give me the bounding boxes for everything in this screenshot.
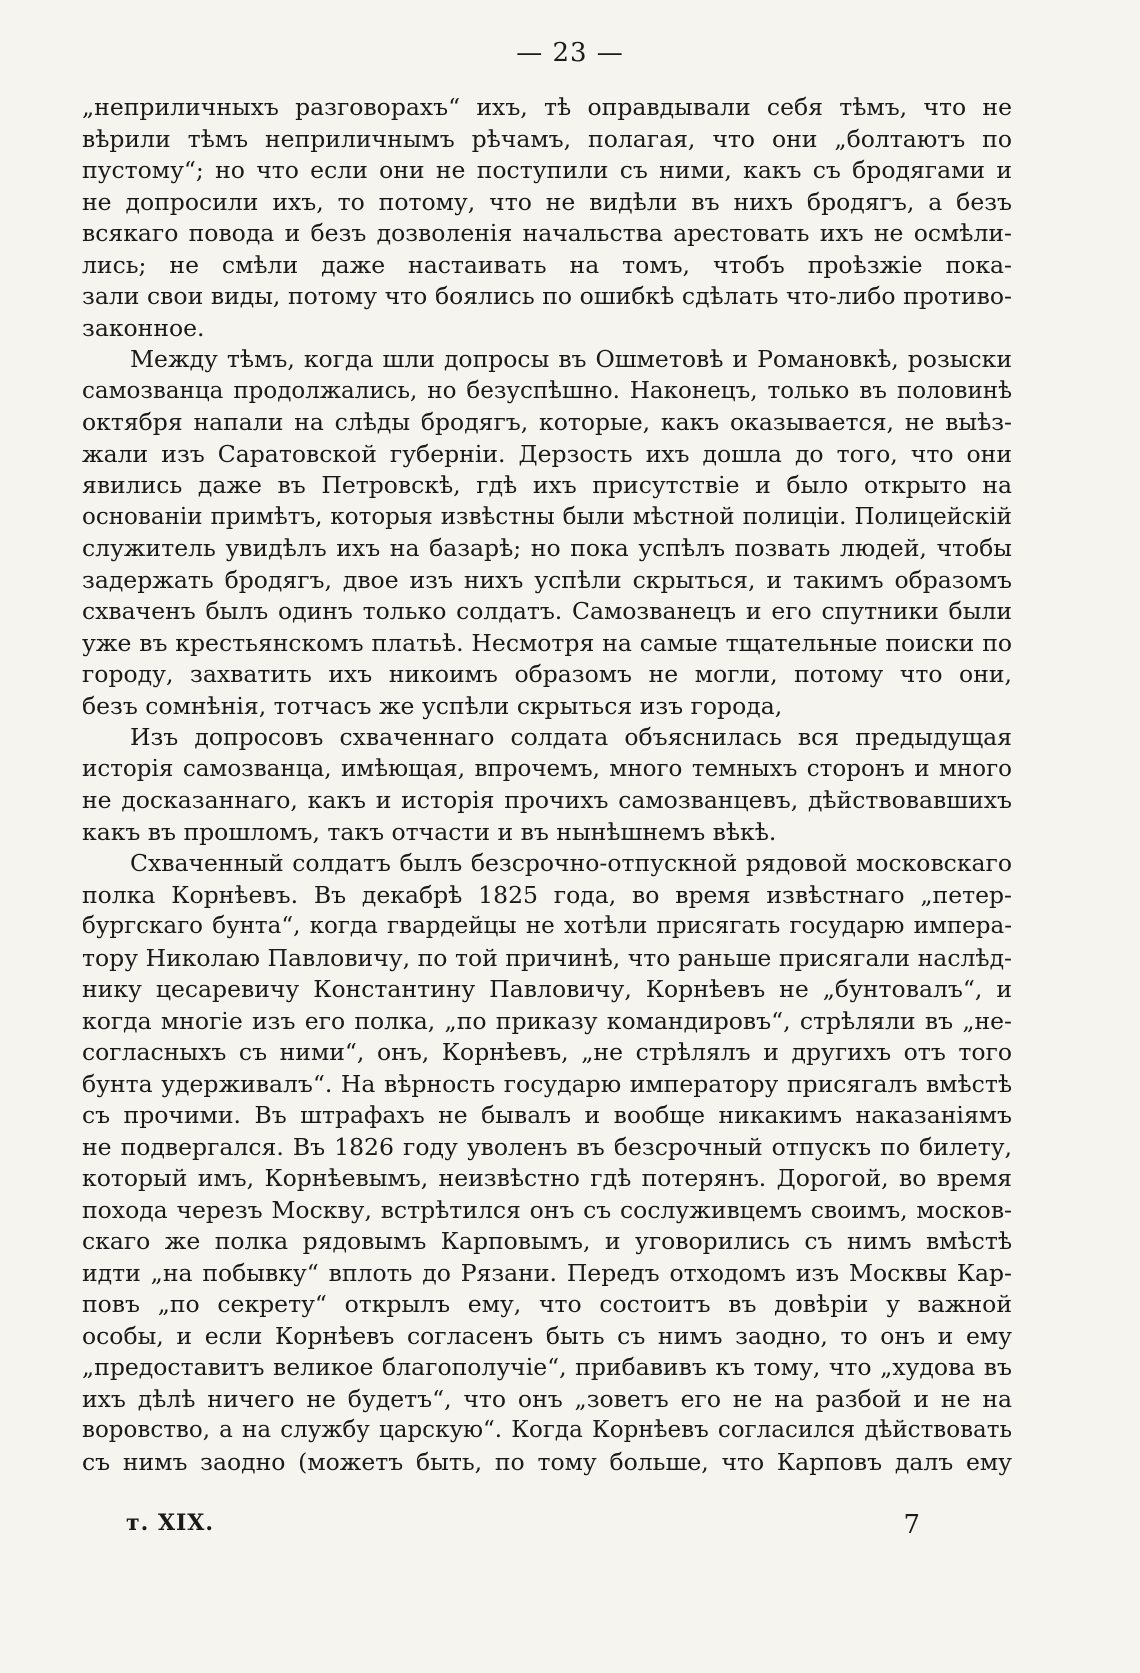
text-line: „неприличныхъ разговорахъ“ ихъ, тѣ оправдывали себя тѣмъ, что не [82,93,1012,121]
text-line: пустому“; но что если они не поступили съ ними, какъ съ бродягами и [82,156,1012,184]
text-line: бунта удерживалъ“. На вѣрность государю императору присягалъ вмѣстѣ [82,1069,1012,1098]
page-footer [82,1510,1012,1544]
text-line: Между тѣмъ, когда шли допросы въ Ошметовѣ и Романовкѣ, розыски [130,345,1012,373]
text-line: „предоставитъ великое благополучіе“, прибавивъ къ тому, что „худова въ [82,1353,1012,1381]
text-line: не досказаннаго, какъ и исторія прочихъ самозванцевъ, дѣйствовавшихъ [82,786,1012,814]
text-line: исторія самозванца, имѣющая, впрочемъ, много темныхъ сторонъ и много [82,755,1012,782]
text-line: схваченъ былъ одинъ только солдатъ. Самозванецъ и его спутники были [82,597,1012,625]
text-line: явились даже въ Петровскѣ, гдѣ ихъ присутствіе и было открыто на [82,471,1012,499]
text-line: съ нимъ заодно (можетъ быть, по тому больше, что Карповъ далъ ему [82,1447,1012,1476]
signature-mark: т. XIX. [126,1510,215,1536]
text-line: тору Николаю Павловичу, по той причинѣ, что раньше присягали наслѣд- [82,943,1012,972]
text-line: который имъ, Корнѣевымъ, неизвѣстно гдѣ потерянъ. Дорогой, во время [82,1164,1012,1192]
text-line: всякаго повода и безъ дозволенія начальства арестовать ихъ не осмѣли- [82,219,1012,247]
text-line: безъ сомнѣнія, тотчасъ же успѣли скрыться изъ города, [82,691,783,720]
text-line: городу, захватить ихъ никоимъ образомъ не могли, потому что они, [82,660,1012,688]
text-line: жали изъ Саратовской губерніи. Дерзость ихъ дошла до того, что они [82,439,1012,468]
text-line: задержать бродягъ, двое изъ нихъ успѣли скрыться, и такимъ образомъ [82,565,1012,594]
text-line: законное. [82,313,205,342]
text-line: похода черезъ Москву, встрѣтился онъ съ сослуживцемъ своимъ, москов- [82,1195,1012,1224]
page-number: — 23 — [516,38,624,68]
text-line: повъ „по секрету“ открылъ ему, что состоитъ въ довѣріи у важной [82,1290,1012,1318]
text-line: лись; не смѣли даже настаивать на томъ, чтобъ проѣзжіе пока- [82,250,1012,279]
text-line: основаніи примѣтъ, которыя извѣстны были мѣстной полиціи. Полицейскій [82,503,1012,530]
text-line: полка Корнѣевъ. Въ декабрѣ 1825 года, во время извѣстнаго „петер- [82,880,1012,909]
text-line: Схваченный солдатъ былъ безсрочно-отпускной рядовой московскаго [130,849,1012,877]
text-line: когда многіе изъ его полка, „по приказу командировъ“, стрѣляли въ „не- [82,1006,1012,1035]
text-line: Изъ допросовъ схваченнаго солдата объяснилась вся предыдущая [130,723,1012,751]
text-line: не подвергался. Въ 1826 году уволенъ въ безсрочный отпускъ по билету, [82,1132,1012,1161]
text-line: бургскаго бунта“, когда гвардейцы не хотѣли присягать государю импера- [82,913,1012,939]
text-line: нику цесаревичу Константину Павловичу, Корнѣевъ не „бунтовалъ“, и [82,975,1012,1003]
text-line: зали свои виды, потому что боялись по ошибкѣ сдѣлать что-либо противо- [82,282,1012,310]
text-line: скаго же полка рядовымъ Карповымъ, и уговорились съ нимъ вмѣстѣ [82,1227,1012,1255]
text-line: идти „на побывку“ вплоть до Рязани. Передъ отходомъ изъ Москвы Кар- [82,1258,1012,1287]
text-line: ихъ дѣлѣ ничего не будетъ“, что онъ „зоветъ его не на разбой и не на [82,1384,1012,1413]
sheet-number: 7 [903,1510,920,1540]
text-line: уже въ крестьянскомъ платьѣ. Несмотря на самые тщательные поиски по [82,628,1012,657]
text-line: съ прочими. Въ штрафахъ не бывалъ и вообще никакимъ наказаніямъ [82,1101,1012,1129]
text-line: воровство, а на службу царскую“. Когда Корнѣевъ согласился дѣйствовать [82,1417,1012,1443]
text-line: особы, и если Корнѣевъ согласенъ быть съ нимъ заодно, то онъ и ему [82,1321,1012,1350]
text-line: служитель увидѣлъ ихъ на базарѣ; но пока успѣлъ позвать людей, чтобы [82,534,1012,562]
text-line: согласныхъ съ ними“, онъ, Корнѣевъ, „не стрѣлялъ и другихъ отъ того [82,1038,1012,1066]
text-line: вѣрили тѣмъ неприличнымъ рѣчамъ, полагая, что они „болтаютъ по [82,124,1012,153]
text-line: самозванца продолжались, но безуспѣшно. Наконецъ, только въ половинѣ [82,377,1012,404]
body-text [82,92,1012,1478]
text-line: октября напали на слѣды бродягъ, которые, какъ оказывается, не выѣз- [82,408,1012,436]
text-line: не допросили ихъ, то потому, что не видѣли въ нихъ бродягъ, а безъ [82,187,1012,216]
text-line: какъ въ прошломъ, такъ отчасти и въ нынѣшнемъ вѣкѣ. [82,817,777,846]
